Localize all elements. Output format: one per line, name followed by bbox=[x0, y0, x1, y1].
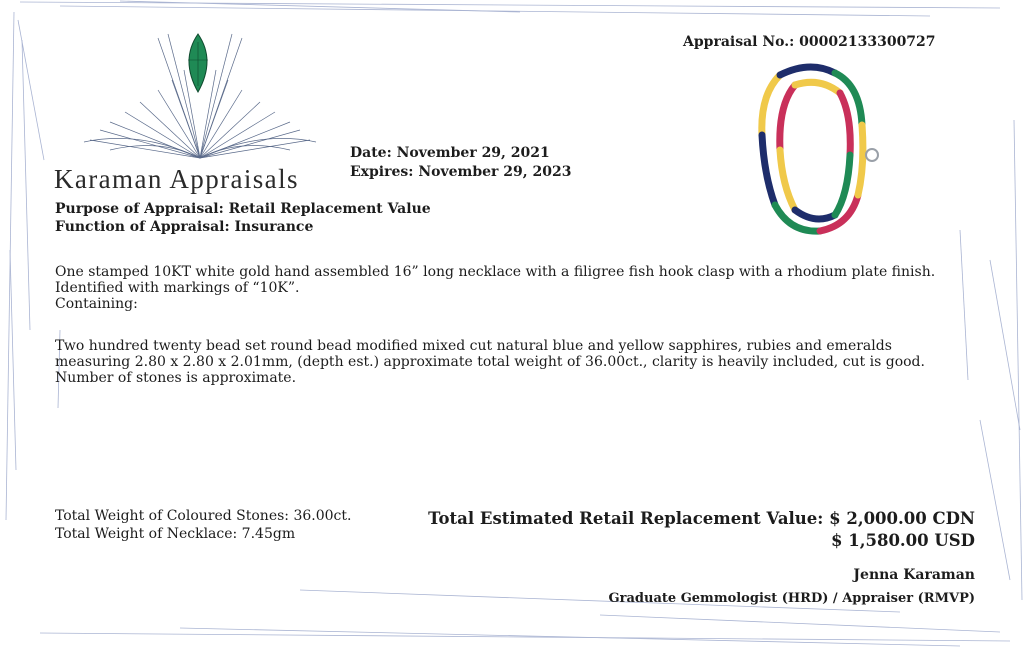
appraisal-number: Appraisal No.: 00002133300727 bbox=[683, 34, 936, 50]
weights-block bbox=[55, 507, 351, 543]
stones-weight: Total Weight of Coloured Stones: 36.00ct. bbox=[55, 508, 352, 524]
signature-block bbox=[609, 566, 975, 608]
item-description-text: One stamped 10KT white gold hand assembled 16” long necklace with a filigree fish hook clasp with a rhodium plate finish. Identified with markings of “10K”. bbox=[55, 264, 936, 296]
company-logo-text: Karaman Appraisals bbox=[54, 164, 299, 194]
valuation-block bbox=[428, 508, 975, 552]
signer-name: Jenna Karaman bbox=[853, 567, 975, 583]
item-description bbox=[55, 264, 965, 312]
signer-title: Graduate Gemmologist (HRD) / Appraiser (RMVP) bbox=[608, 591, 975, 606]
retail-value-cdn: Total Estimated Retail Replacement Value: $ 2,000.00 CDN bbox=[428, 509, 975, 528]
gemstone-necklace-photo bbox=[740, 55, 890, 245]
dates-block bbox=[350, 144, 571, 182]
necklace-weight: Total Weight of Necklace: 7.45gm bbox=[55, 526, 296, 542]
retail-value-usd: $ 1,580.00 USD bbox=[831, 531, 975, 550]
containing-label: Containing: bbox=[55, 296, 138, 312]
purpose-block bbox=[55, 200, 431, 236]
function-of-appraisal: Function of Appraisal: Insurance bbox=[55, 219, 314, 235]
purpose-of-appraisal: Purpose of Appraisal: Retail Replacement Value bbox=[55, 201, 431, 217]
emerald-fan-icon bbox=[80, 30, 320, 165]
stones-description: Two hundred twenty bead set round bead modified mixed cut natural blue and yellow sapphires, rubies and emeralds measuring 2.80 x 2.80 x 2.01mm, (depth est.) approximate total weight of 36.00ct., clarity is heavily included, cut is good. Number of stones is approximate. bbox=[55, 338, 925, 386]
expiry-date: Expires: November 29, 2023 bbox=[350, 164, 572, 180]
appraisal-date: Date: November 29, 2021 bbox=[350, 145, 550, 161]
